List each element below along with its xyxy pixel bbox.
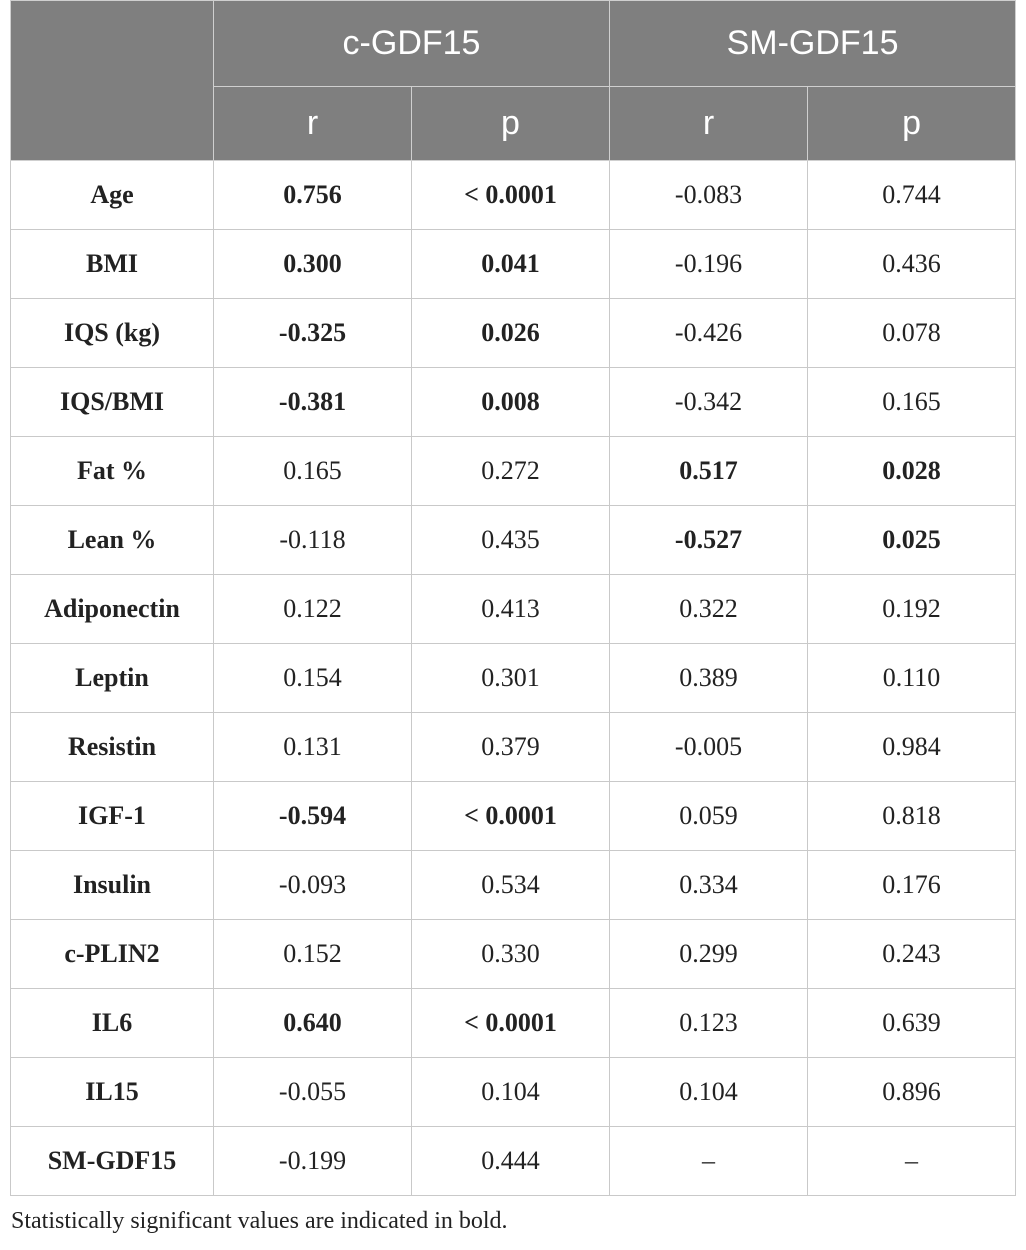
table-cell: 0.435 — [412, 506, 610, 575]
table-cell: 0.330 — [412, 920, 610, 989]
table-cell: 0.639 — [808, 989, 1016, 1058]
row-label: IQS (kg) — [11, 299, 214, 368]
table-cell: 0.818 — [808, 782, 1016, 851]
table-cell: -0.342 — [610, 368, 808, 437]
table-cell: 0.008 — [412, 368, 610, 437]
table-row — [11, 782, 1016, 851]
table-cell: 0.041 — [412, 230, 610, 299]
table-cell: 0.122 — [214, 575, 412, 644]
row-label: IL6 — [11, 989, 214, 1058]
row-label: Adiponectin — [11, 575, 214, 644]
row-label: Insulin — [11, 851, 214, 920]
table-cell: 0.028 — [808, 437, 1016, 506]
table-row — [11, 368, 1016, 437]
table-cell: 0.534 — [412, 851, 610, 920]
subheader-sm-gdf15-r: r — [610, 87, 808, 161]
table-row — [11, 506, 1016, 575]
subheader-c-gdf15-p: p — [412, 87, 610, 161]
row-label: SM-GDF15 — [11, 1127, 214, 1196]
table-cell: – — [610, 1127, 808, 1196]
header-group-row — [11, 1, 1016, 87]
table-cell: 0.517 — [610, 437, 808, 506]
header-group-sm-gdf15: SM-GDF15 — [610, 1, 1016, 87]
table-cell: 0.444 — [412, 1127, 610, 1196]
row-label: Age — [11, 161, 214, 230]
table-row — [11, 989, 1016, 1058]
table-cell: 0.152 — [214, 920, 412, 989]
table-cell: 0.756 — [214, 161, 412, 230]
table-cell: -0.005 — [610, 713, 808, 782]
table-cell: < 0.0001 — [412, 782, 610, 851]
table-row — [11, 437, 1016, 506]
table-cell: 0.413 — [412, 575, 610, 644]
table-cell: 0.299 — [610, 920, 808, 989]
table-cell: 0.640 — [214, 989, 412, 1058]
table-cell: < 0.0001 — [412, 989, 610, 1058]
table-cell: 0.192 — [808, 575, 1016, 644]
table-cell: -0.199 — [214, 1127, 412, 1196]
table-row — [11, 920, 1016, 989]
table-cell: -0.325 — [214, 299, 412, 368]
table-cell: 0.078 — [808, 299, 1016, 368]
table-cell: -0.426 — [610, 299, 808, 368]
table-cell: 0.322 — [610, 575, 808, 644]
row-label: c-PLIN2 — [11, 920, 214, 989]
table-row — [11, 713, 1016, 782]
table-cell: 0.165 — [214, 437, 412, 506]
table-row — [11, 161, 1016, 230]
table-cell: 0.110 — [808, 644, 1016, 713]
table-header — [11, 1, 1016, 161]
table-cell: < 0.0001 — [412, 161, 610, 230]
table-row — [11, 230, 1016, 299]
table-cell: 0.389 — [610, 644, 808, 713]
row-label: Fat % — [11, 437, 214, 506]
table-body — [11, 161, 1016, 1196]
table-cell: 0.123 — [610, 989, 808, 1058]
row-label: Leptin — [11, 644, 214, 713]
correlation-table-container — [10, 0, 1015, 1196]
table-row — [11, 644, 1016, 713]
table-cell: -0.055 — [214, 1058, 412, 1127]
subheader-sm-gdf15-p: p — [808, 87, 1016, 161]
table-row — [11, 299, 1016, 368]
table-cell: 0.379 — [412, 713, 610, 782]
table-cell: 0.026 — [412, 299, 610, 368]
table-cell: 0.301 — [412, 644, 610, 713]
table-cell: 0.300 — [214, 230, 412, 299]
table-cell: -0.196 — [610, 230, 808, 299]
table-cell: -0.527 — [610, 506, 808, 575]
row-label: Resistin — [11, 713, 214, 782]
header-group-c-gdf15: c-GDF15 — [214, 1, 610, 87]
table-cell: 0.896 — [808, 1058, 1016, 1127]
table-footnote: Statistically significant values are indicated in bold. — [11, 1208, 508, 1234]
correlation-table — [10, 0, 1016, 1196]
table-cell: 0.744 — [808, 161, 1016, 230]
table-cell: 0.243 — [808, 920, 1016, 989]
row-label: IQS/BMI — [11, 368, 214, 437]
table-cell: -0.381 — [214, 368, 412, 437]
table-cell: 0.272 — [412, 437, 610, 506]
table-cell: 0.165 — [808, 368, 1016, 437]
table-cell: 0.025 — [808, 506, 1016, 575]
table-cell: – — [808, 1127, 1016, 1196]
table-cell: 0.104 — [610, 1058, 808, 1127]
table-cell: -0.093 — [214, 851, 412, 920]
table-cell: -0.118 — [214, 506, 412, 575]
table-cell: 0.334 — [610, 851, 808, 920]
table-cell: -0.083 — [610, 161, 808, 230]
table-cell: 0.984 — [808, 713, 1016, 782]
table-cell: 0.436 — [808, 230, 1016, 299]
table-cell: 0.176 — [808, 851, 1016, 920]
table-cell: 0.131 — [214, 713, 412, 782]
row-label: IL15 — [11, 1058, 214, 1127]
table-row — [11, 851, 1016, 920]
table-cell: 0.104 — [412, 1058, 610, 1127]
row-label: BMI — [11, 230, 214, 299]
table-cell: 0.154 — [214, 644, 412, 713]
table-row — [11, 1127, 1016, 1196]
table-row — [11, 575, 1016, 644]
row-label: Lean % — [11, 506, 214, 575]
table-cell: 0.059 — [610, 782, 808, 851]
row-label: IGF-1 — [11, 782, 214, 851]
table-cell: -0.594 — [214, 782, 412, 851]
subheader-c-gdf15-r: r — [214, 87, 412, 161]
table-row — [11, 1058, 1016, 1127]
header-corner-cell — [11, 1, 214, 161]
